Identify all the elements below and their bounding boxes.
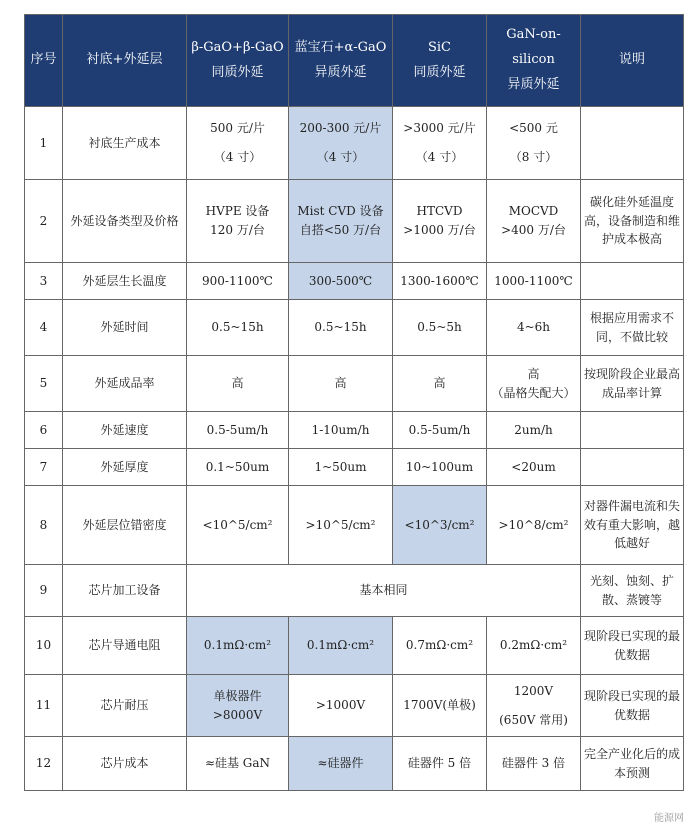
cell: 2um/h bbox=[487, 412, 581, 449]
cell: 4~6h bbox=[487, 300, 581, 356]
header-note: 说明 bbox=[581, 15, 684, 107]
row-note: 根据应用需求不 同，不做比较 bbox=[581, 300, 684, 356]
table-row bbox=[25, 675, 684, 737]
cell: 900-1100℃ bbox=[187, 263, 289, 300]
row-note bbox=[581, 263, 684, 300]
cell: 1~50um bbox=[289, 449, 393, 486]
row-no: 2 bbox=[25, 180, 63, 263]
row-name: 芯片耐压 bbox=[63, 675, 187, 737]
cell: 0.1mΩ·cm² bbox=[187, 617, 289, 675]
cell: <10^5/cm² bbox=[187, 486, 289, 565]
cell: <500 元 （8 寸） bbox=[487, 107, 581, 180]
header-no: 序号 bbox=[25, 15, 63, 107]
row-no: 11 bbox=[25, 675, 63, 737]
cell: Mist CVD 设备 自搭<50 万/台 bbox=[289, 180, 393, 263]
table-row bbox=[25, 180, 684, 263]
header-col3: SiC 同质外延 bbox=[393, 15, 487, 107]
row-note: 光刻、蚀刻、扩 散、蒸镀等 bbox=[581, 565, 684, 617]
row-no: 8 bbox=[25, 486, 63, 565]
cell: 单极器件>8000V bbox=[187, 675, 289, 737]
row-note bbox=[581, 412, 684, 449]
header-col1: β-GaO+β-GaO 同质外延 bbox=[187, 15, 289, 107]
row-note: 对器件漏电流和失 效有重大影响，越 低越好 bbox=[581, 486, 684, 565]
row-no: 4 bbox=[25, 300, 63, 356]
row-no: 9 bbox=[25, 565, 63, 617]
cell: HVPE 设备 120 万/台 bbox=[187, 180, 289, 263]
cell: 300-500℃ bbox=[289, 263, 393, 300]
cell: 1000-1100℃ bbox=[487, 263, 581, 300]
table-row bbox=[25, 412, 684, 449]
cell: 硅器件 5 倍 bbox=[393, 737, 487, 791]
row-no: 3 bbox=[25, 263, 63, 300]
row-no: 12 bbox=[25, 737, 63, 791]
row-name: 外延厚度 bbox=[63, 449, 187, 486]
comparison-table bbox=[24, 14, 684, 791]
row-name: 芯片加工设备 bbox=[63, 565, 187, 617]
cell: 1700V(单极) bbox=[393, 675, 487, 737]
merged-cell: 基本相同 bbox=[187, 565, 581, 617]
cell: 1200V (650V 常用) bbox=[487, 675, 581, 737]
cell: 高 （晶格失配大） bbox=[487, 356, 581, 412]
cell: 200-300 元/片 （4 寸） bbox=[289, 107, 393, 180]
table-row bbox=[25, 449, 684, 486]
row-name: 外延速度 bbox=[63, 412, 187, 449]
cell: >1000V bbox=[289, 675, 393, 737]
cell: 0.5-5um/h bbox=[187, 412, 289, 449]
cell: MOCVD >400 万/台 bbox=[487, 180, 581, 263]
watermark-logo: 能源网 bbox=[654, 813, 684, 824]
row-no: 1 bbox=[25, 107, 63, 180]
header-col2: 蓝宝石+α-GaO 异质外延 bbox=[289, 15, 393, 107]
row-note: 碳化硅外延温度 高，设备制造和维 护成本极高 bbox=[581, 180, 684, 263]
cell: ≈硅基 GaN bbox=[187, 737, 289, 791]
cell: <10^3/cm² bbox=[393, 486, 487, 565]
table-row bbox=[25, 263, 684, 300]
row-no: 10 bbox=[25, 617, 63, 675]
table-row bbox=[25, 486, 684, 565]
row-note bbox=[581, 449, 684, 486]
table-row bbox=[25, 565, 684, 617]
cell: <20um bbox=[487, 449, 581, 486]
row-note: 现阶段已实现的最 优数据 bbox=[581, 675, 684, 737]
cell: 0.5~15h bbox=[289, 300, 393, 356]
cell: 1300-1600℃ bbox=[393, 263, 487, 300]
row-name: 外延设备类型及价格 bbox=[63, 180, 187, 263]
cell: 0.1mΩ·cm² bbox=[289, 617, 393, 675]
cell: 高 bbox=[393, 356, 487, 412]
table-row bbox=[25, 356, 684, 412]
cell: 0.1~50um bbox=[187, 449, 289, 486]
row-name: 外延层位错密度 bbox=[63, 486, 187, 565]
row-name: 衬底生产成本 bbox=[63, 107, 187, 180]
row-name: 外延时间 bbox=[63, 300, 187, 356]
header-layer: 衬底+外延层 bbox=[63, 15, 187, 107]
row-note bbox=[581, 107, 684, 180]
cell: 0.5~5h bbox=[393, 300, 487, 356]
cell: 0.5-5um/h bbox=[393, 412, 487, 449]
cell: ≈硅器件 bbox=[289, 737, 393, 791]
row-name: 外延层生长温度 bbox=[63, 263, 187, 300]
cell: >10^5/cm² bbox=[289, 486, 393, 565]
row-no: 7 bbox=[25, 449, 63, 486]
cell: 10~100um bbox=[393, 449, 487, 486]
header-row bbox=[25, 15, 684, 107]
header-col4: GaN-on- silicon 异质外延 bbox=[487, 15, 581, 107]
table-row bbox=[25, 107, 684, 180]
cell: 500 元/片 （4 寸） bbox=[187, 107, 289, 180]
row-name: 芯片成本 bbox=[63, 737, 187, 791]
row-name: 外延成品率 bbox=[63, 356, 187, 412]
cell: 0.2mΩ·cm² bbox=[487, 617, 581, 675]
cell: 硅器件 3 倍 bbox=[487, 737, 581, 791]
cell: 1-10um/h bbox=[289, 412, 393, 449]
row-note: 完全产业化后的成 本预测 bbox=[581, 737, 684, 791]
row-note: 按现阶段企业最高 成品率计算 bbox=[581, 356, 684, 412]
row-no: 5 bbox=[25, 356, 63, 412]
cell: HTCVD >1000 万/台 bbox=[393, 180, 487, 263]
table-row bbox=[25, 737, 684, 791]
table-row bbox=[25, 300, 684, 356]
cell: 0.5~15h bbox=[187, 300, 289, 356]
row-note: 现阶段已实现的最 优数据 bbox=[581, 617, 684, 675]
cell: >3000 元/片 （4 寸） bbox=[393, 107, 487, 180]
cell: >10^8/cm² bbox=[487, 486, 581, 565]
table-row bbox=[25, 617, 684, 675]
row-no: 6 bbox=[25, 412, 63, 449]
cell: 0.7mΩ·cm² bbox=[393, 617, 487, 675]
cell: 高 bbox=[187, 356, 289, 412]
cell: 高 bbox=[289, 356, 393, 412]
row-name: 芯片导通电阻 bbox=[63, 617, 187, 675]
